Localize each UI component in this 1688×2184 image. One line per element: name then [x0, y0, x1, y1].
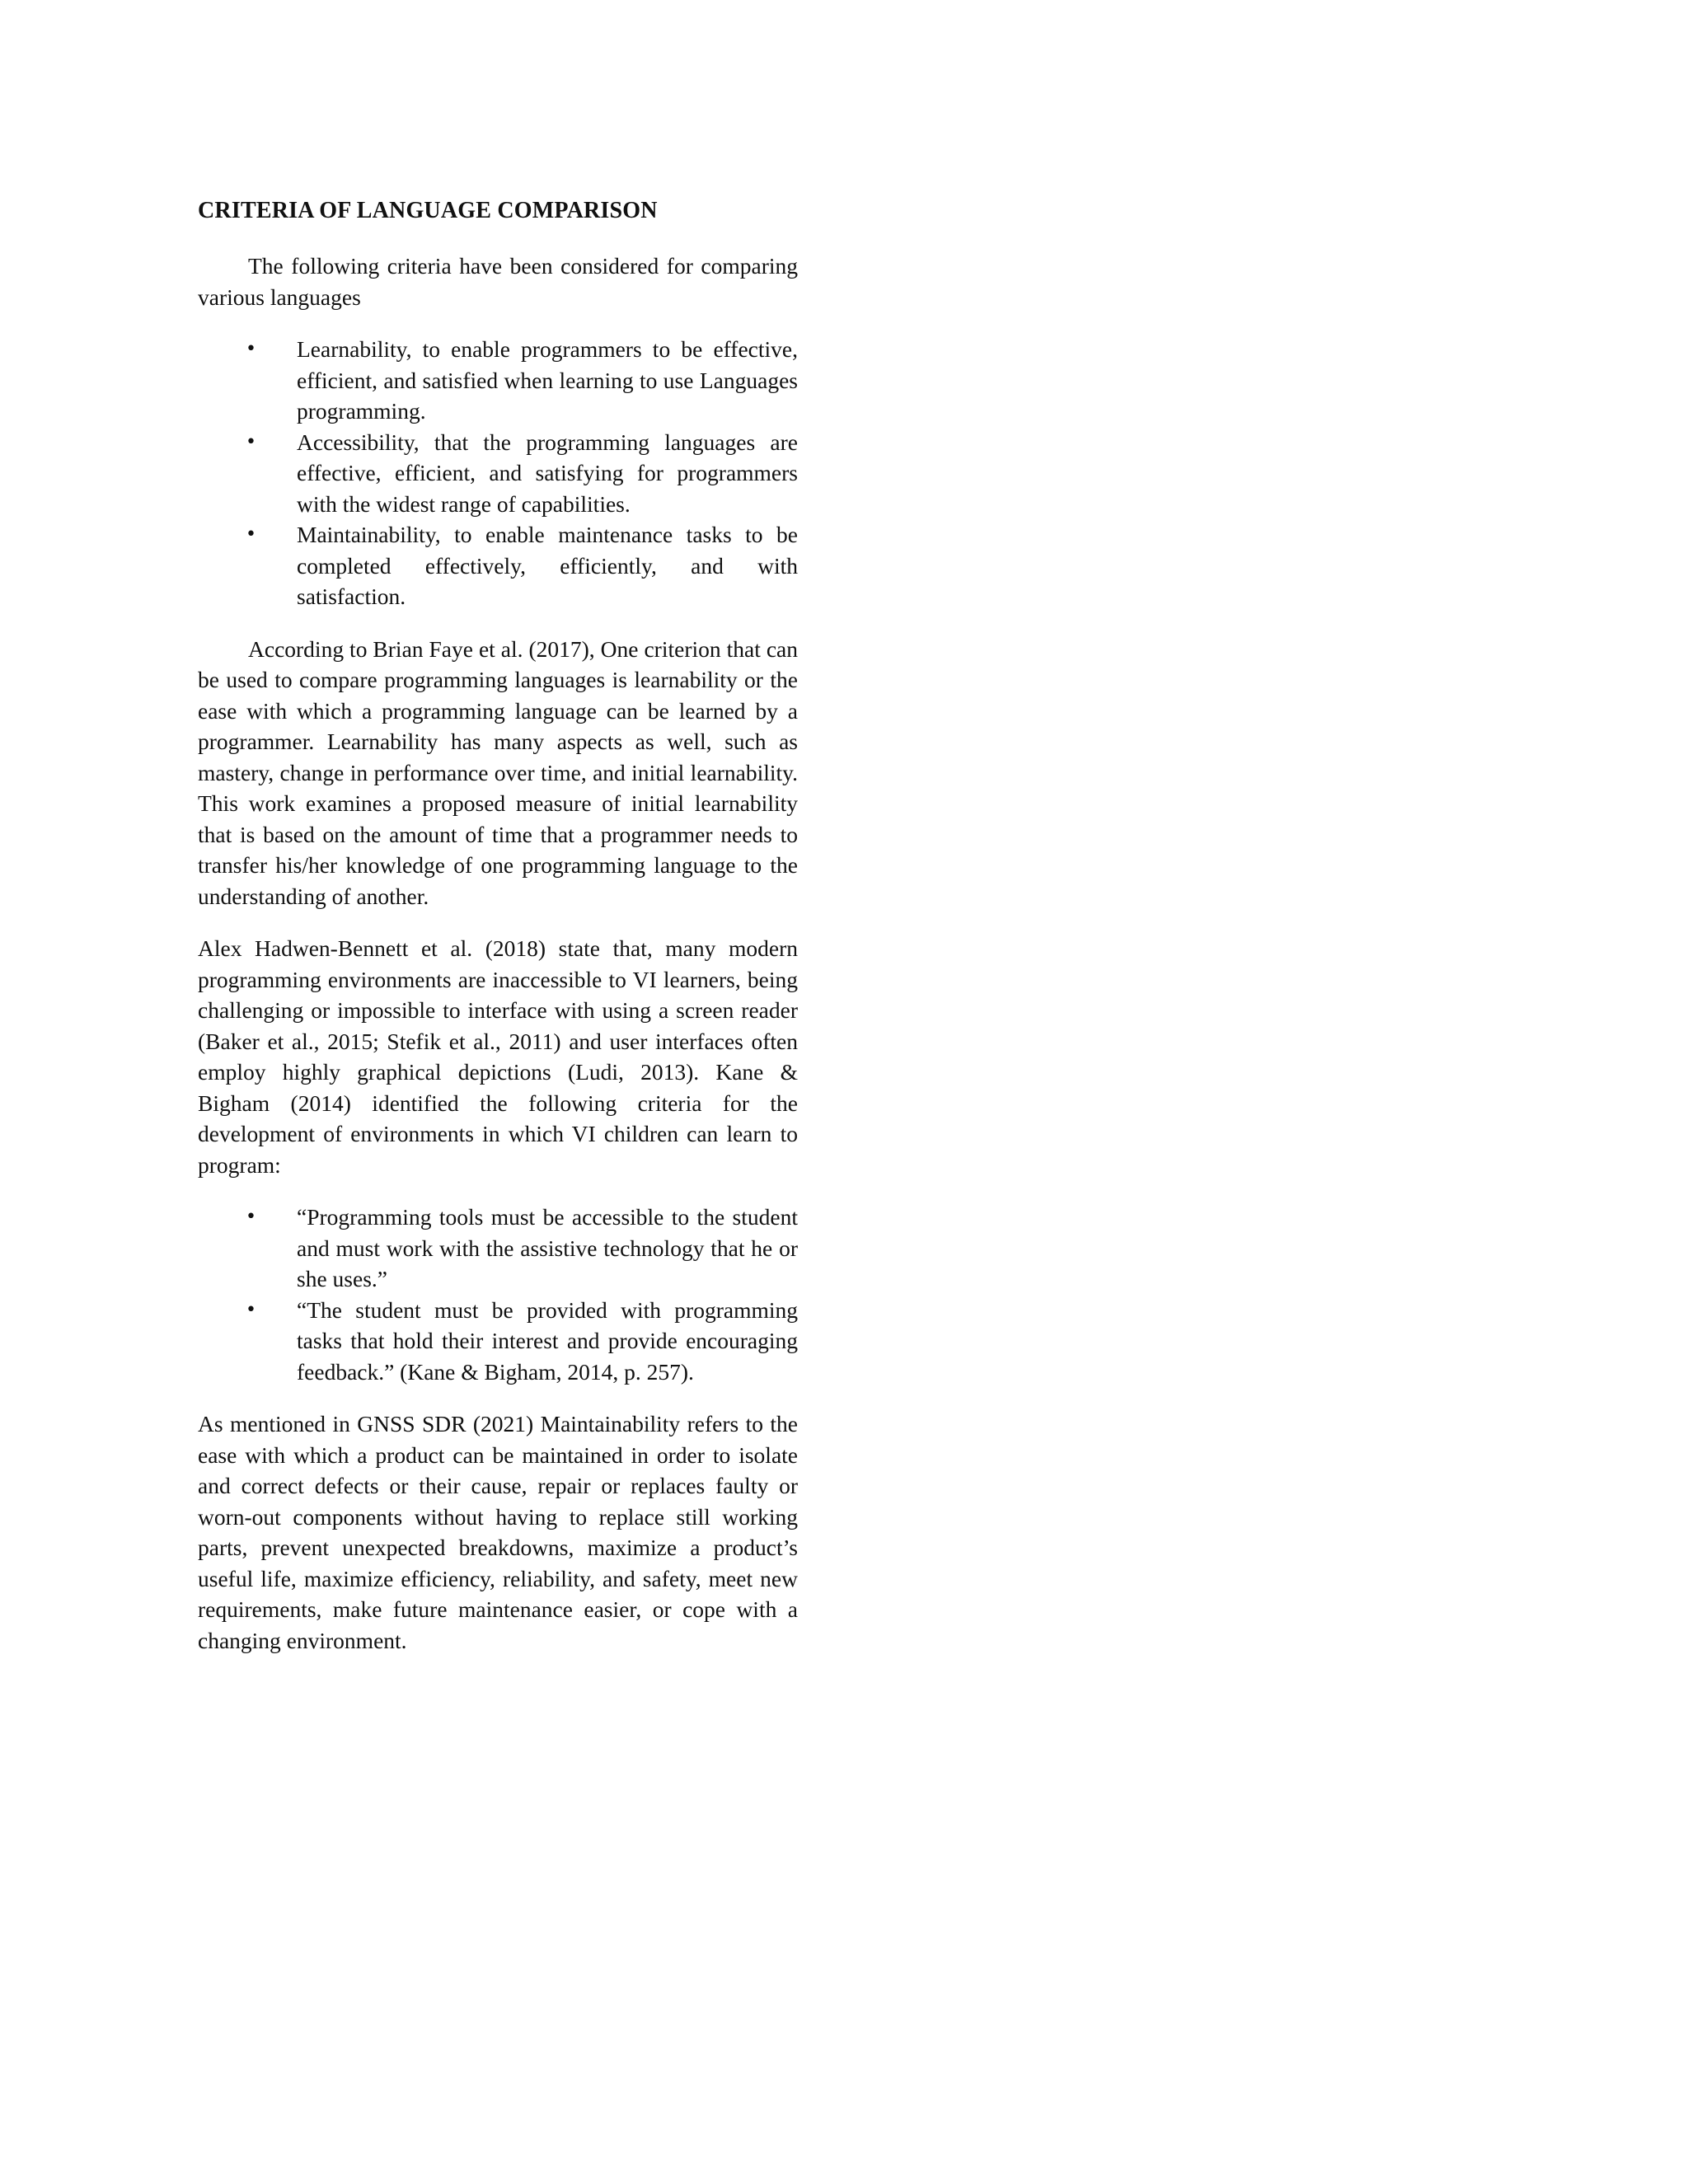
list-item-text: “Programming tools must be accessible to the student and must work with the assistive technology that he or she uses.”	[297, 1204, 798, 1291]
list-item-maintainability	[198, 519, 798, 612]
list-item-text: “The student must be provided with programming tasks that hold their interest and provide encouraging feedback.” (Kane & Bigham, 2014, p. 257).	[297, 1296, 798, 1385]
learnability-paragraph: According to Brian Faye et al. (2017), One criterion that can be used to compare programming languages is learnability or the ease with which a programming language can be learned by a programmer. Learnability has many aspects as well, such as mastery, change in performance over time, and initial learnability. This work examines a proposed measure of initial learnability that is based on the amount of time that a programmer needs to transfer his/her knowledge of one programming language to the understanding of another.	[198, 635, 798, 909]
criteria-list	[198, 334, 798, 612]
bullet-icon: •	[246, 1207, 256, 1227]
intro-paragraph: The following criteria have been considered for comparing various languages	[198, 253, 798, 310]
list-item-accessibility	[198, 427, 798, 520]
list-item-text: Maintainability, to enable maintenance tasks to be completed effectively, efficiently, and with satisfaction.	[297, 522, 798, 609]
list-item-quote-tools	[198, 1202, 798, 1295]
bullet-icon: •	[246, 1299, 256, 1320]
section-heading: CRITERIA OF LANGUAGE COMPARISON	[198, 198, 658, 223]
list-item-text: Accessibility, that the programming languages are effective, efficient, and satisfying for programmers with the widest range of capabilities.	[297, 429, 798, 517]
list-item-learnability	[198, 334, 798, 427]
bullet-icon: •	[246, 339, 256, 359]
maintainability-paragraph: As mentioned in GNSS SDR (2021) Maintainability refers to the ease with which a product can be maintained in order to isolate and correct defects or their cause, repair or replaces faulty or worn-out components without having to replace still working parts, prevent unexpected breakdowns, maximize a product’s useful life, maximize efficiency, reliability, and safety, meet new requirements, make future maintenance easier, or cope with a changing environment.	[198, 1411, 798, 1653]
text-column	[198, 196, 798, 1656]
list-item-text: Learnability, to enable programmers to be effective, efficient, and satisfied when learning to use Languages programming.	[297, 336, 798, 424]
quote-list	[198, 1202, 798, 1387]
bullet-icon: •	[246, 431, 256, 452]
list-item-quote-tasks	[198, 1295, 798, 1388]
accessibility-paragraph: Alex Hadwen-Bennett et al. (2018) state that, many modern programming environments are inaccessible to VI learners, being challenging or impossible to interface with using a screen reader (Baker et al., 2015; Stefik et al., 2011) and user interfaces often employ highly graphical depictions (Ludi, 2013). Kane & Bigham (2014) identified the following criteria for the development of environments in which VI children can learn to program:	[198, 935, 798, 1178]
bullet-icon: •	[246, 524, 256, 545]
